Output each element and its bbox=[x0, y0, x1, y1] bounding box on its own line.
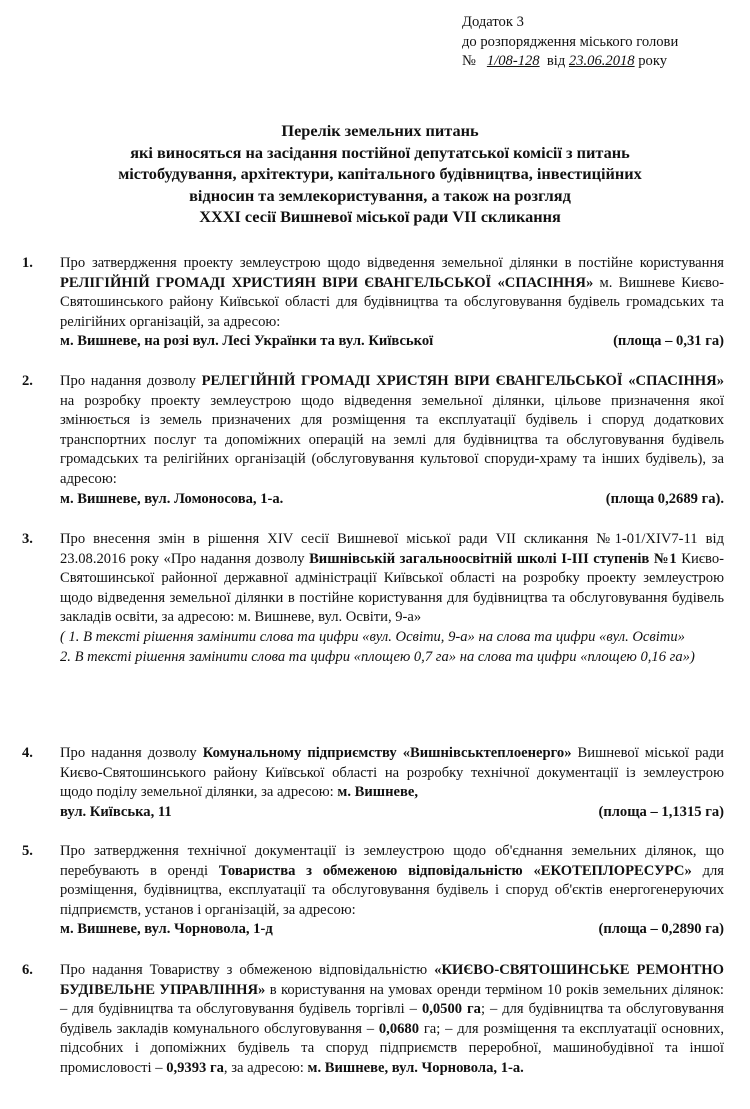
appendix-label: Додаток 3 bbox=[462, 14, 524, 30]
item-number: 4. bbox=[22, 745, 33, 761]
item-number: 1. bbox=[22, 255, 33, 271]
title-line-1: Перелік земельних питань bbox=[281, 121, 479, 140]
document-title bbox=[40, 120, 720, 228]
list-item bbox=[22, 530, 724, 667]
title-line-4: відносин та землекористування, а також на розгляд bbox=[189, 185, 571, 205]
organization-name: Комунальному підприємству «Вишнівськтеплоенерго» bbox=[202, 745, 572, 761]
item-text-part: Про надання дозволу bbox=[60, 745, 203, 761]
item-text bbox=[60, 372, 724, 490]
item-area: 0,0680 bbox=[378, 1020, 420, 1037]
organization-name: РЕЛІГІЙНІЙ ГРОМАДІ ХРИСТИЯН ВІРИ ЄВАНГЕЛЬСЬКОЇ «СПАСІННЯ» bbox=[60, 274, 594, 291]
item-note: ( 1. В тексті рішення замінити слова та цифри «вул. Освіти, 9-а» на слова та цифри «вул. Освіти» bbox=[60, 628, 685, 645]
number-label: № bbox=[462, 53, 476, 70]
organization-name: Товариства з обмеженою відповідальністю «ЕКОТЕПЛОРЕСУРС» bbox=[218, 862, 692, 879]
order-date: 23.06.2018 bbox=[568, 53, 635, 70]
item-address: м. Вишневе, вул. Чорновола, 1-а. bbox=[307, 1059, 524, 1076]
item-text-part: в користування на умовах оренди терміном 10 років земельних ділянок: – для будівництва та обслуговування будівель торгівлі – bbox=[60, 981, 724, 1018]
item-note: 2. В тексті рішення замінити слова та цифри «площею 0,7 га» на слова та цифри «площею 0,16 га») bbox=[60, 648, 695, 665]
list-item bbox=[22, 961, 725, 1079]
title-line-2: які виносяться на засідання постійної депутатської комісії з питань bbox=[130, 142, 630, 162]
title-line-3: містобудування, архітектури, капітального будівництва, інвестиційних bbox=[118, 164, 642, 183]
item-area: 0,0500 га bbox=[421, 1001, 481, 1018]
item-text bbox=[60, 530, 724, 628]
item-text-part: Про внесення змін в рішення XIV сесії Вишневої міської ради VII скликання №1-01/XIV7-11 від 23.08.2016 року «Про надання дозволу bbox=[60, 531, 724, 567]
item-text-part: га; – для розміщення та експлуатації основних, підсобних і допоміжних будівель та споруд підприємств переробної, машинобудівної та іншої промисловості – bbox=[60, 1020, 724, 1076]
item-text-part: для розміщення, будівництва, експлуатації та обслуговування будівель і споруд об'єктів енергогенеруючих підприємств, установ і організацій, за адресою: bbox=[60, 862, 724, 918]
item-area: (площа – 1,1315 га) bbox=[598, 803, 724, 820]
item-text bbox=[60, 744, 724, 803]
list-item bbox=[22, 254, 724, 352]
organization-name: РЕЛЕГІЙНІЙ ГРОМАДІ ХРИСТЯН ВІРИ ЄВАНГЕЛЬСЬКОЇ «СПАСІННЯ» bbox=[201, 373, 724, 389]
list-item bbox=[22, 744, 724, 822]
item-area: (площа – 0,31 га) bbox=[613, 333, 724, 350]
item-end-line bbox=[60, 490, 724, 510]
item-area: 0,9393 га bbox=[166, 1059, 224, 1076]
item-number: 5. bbox=[22, 843, 33, 859]
year-label: року bbox=[638, 53, 668, 70]
item-text-part: Про затвердження проекту землеустрою щодо відведення земельної ділянки в постійне користування bbox=[60, 255, 724, 271]
item-text-part: на розробку проекту землеустрою щодо відведення земельної ділянки, цільове призначення якої змінюється із земель призначених для розміщення та експлуатації будівель і споруд додаткових транспортних послуг та допоміжних операцій на землі для будівництва та обслуговування будівель громадських та релігійних організацій (обслуговування культової споруди-храму та інших будівель), за адресою: bbox=[60, 392, 724, 487]
item-address: м. Вишневе, на розі вул. Лесі Українки та вул. Київської bbox=[60, 333, 434, 350]
item-text-part: , за адресою: bbox=[223, 1059, 308, 1076]
item-text bbox=[60, 961, 724, 1079]
item-text-part: Про затвердження технічної документації із землеустрою щодо об'єднання земельних ділянок, що перебувають в оренді bbox=[60, 843, 724, 879]
from-label: від bbox=[546, 53, 566, 70]
item-address: м. Вишневе, bbox=[337, 784, 418, 801]
item-address: вул. Київська, 11 bbox=[60, 803, 172, 820]
document-header bbox=[462, 13, 742, 72]
title-line-5: XXXI сесії Вишневої міської ради VII скликання bbox=[199, 207, 561, 226]
item-end-line bbox=[60, 803, 724, 823]
item-address: м. Вишневе, вул. Ломоносова, 1-а. bbox=[60, 490, 284, 507]
item-number: 2. bbox=[22, 373, 33, 389]
item-end-line bbox=[60, 920, 724, 940]
list-item bbox=[22, 842, 724, 940]
item-area: (площа – 0,2890 га) bbox=[598, 921, 724, 938]
item-text bbox=[60, 842, 724, 920]
item-text-part: Києво-Святошинської районної державної адміністрації Київської області на розробку проекту землеустрою щодо відведення земельної ділянки в постійне користування для будівництва та обслуговування будівель закладів освіти, за адресою: м. Вишневе, вул. Освіти, 9-а» bbox=[60, 550, 724, 626]
item-text-part: м. Вишневе Києво-Святошинського району Київської області для будівництва та обслуговування будівель громадських та релігійних організацій, за адресою: bbox=[60, 274, 724, 330]
item-area: (площа 0,2689 га). bbox=[605, 490, 724, 507]
list-item bbox=[22, 372, 724, 509]
organization-name: Вишнівській загальноосвітній школі І-ІІІ ступенів №1 bbox=[309, 550, 677, 567]
item-text-part: Вишневої міської ради Києво-Святошинського району Київської області на розробку технічної документації із землеустрою щодо поділу земельної ділянки, за адресою: bbox=[60, 745, 724, 801]
order-reference bbox=[462, 52, 742, 72]
item-address: м. Вишневе, вул. Чорновола, 1-д bbox=[60, 921, 273, 938]
item-text-part: Про надання Товариству з обмеженою відповідальністю bbox=[60, 962, 435, 978]
item-text bbox=[60, 254, 724, 332]
item-number: 3. bbox=[22, 531, 33, 547]
item-text-part: Про надання дозволу bbox=[60, 373, 202, 389]
item-text-part: ; – для будівництва та обслуговування будівель закладів комунального обслуговування – bbox=[60, 1001, 724, 1037]
item-number: 6. bbox=[22, 962, 33, 978]
order-number: 1/08-128 bbox=[486, 53, 540, 70]
appendix-subtitle: до розпорядження міського голови bbox=[462, 33, 679, 50]
organization-name: «КИЄВО-СВЯТОШИНСЬКЕ РЕМОНТНО БУДІВЕЛЬНЕ УПРАВЛІННЯ» bbox=[60, 962, 725, 998]
item-end-line bbox=[60, 332, 724, 352]
